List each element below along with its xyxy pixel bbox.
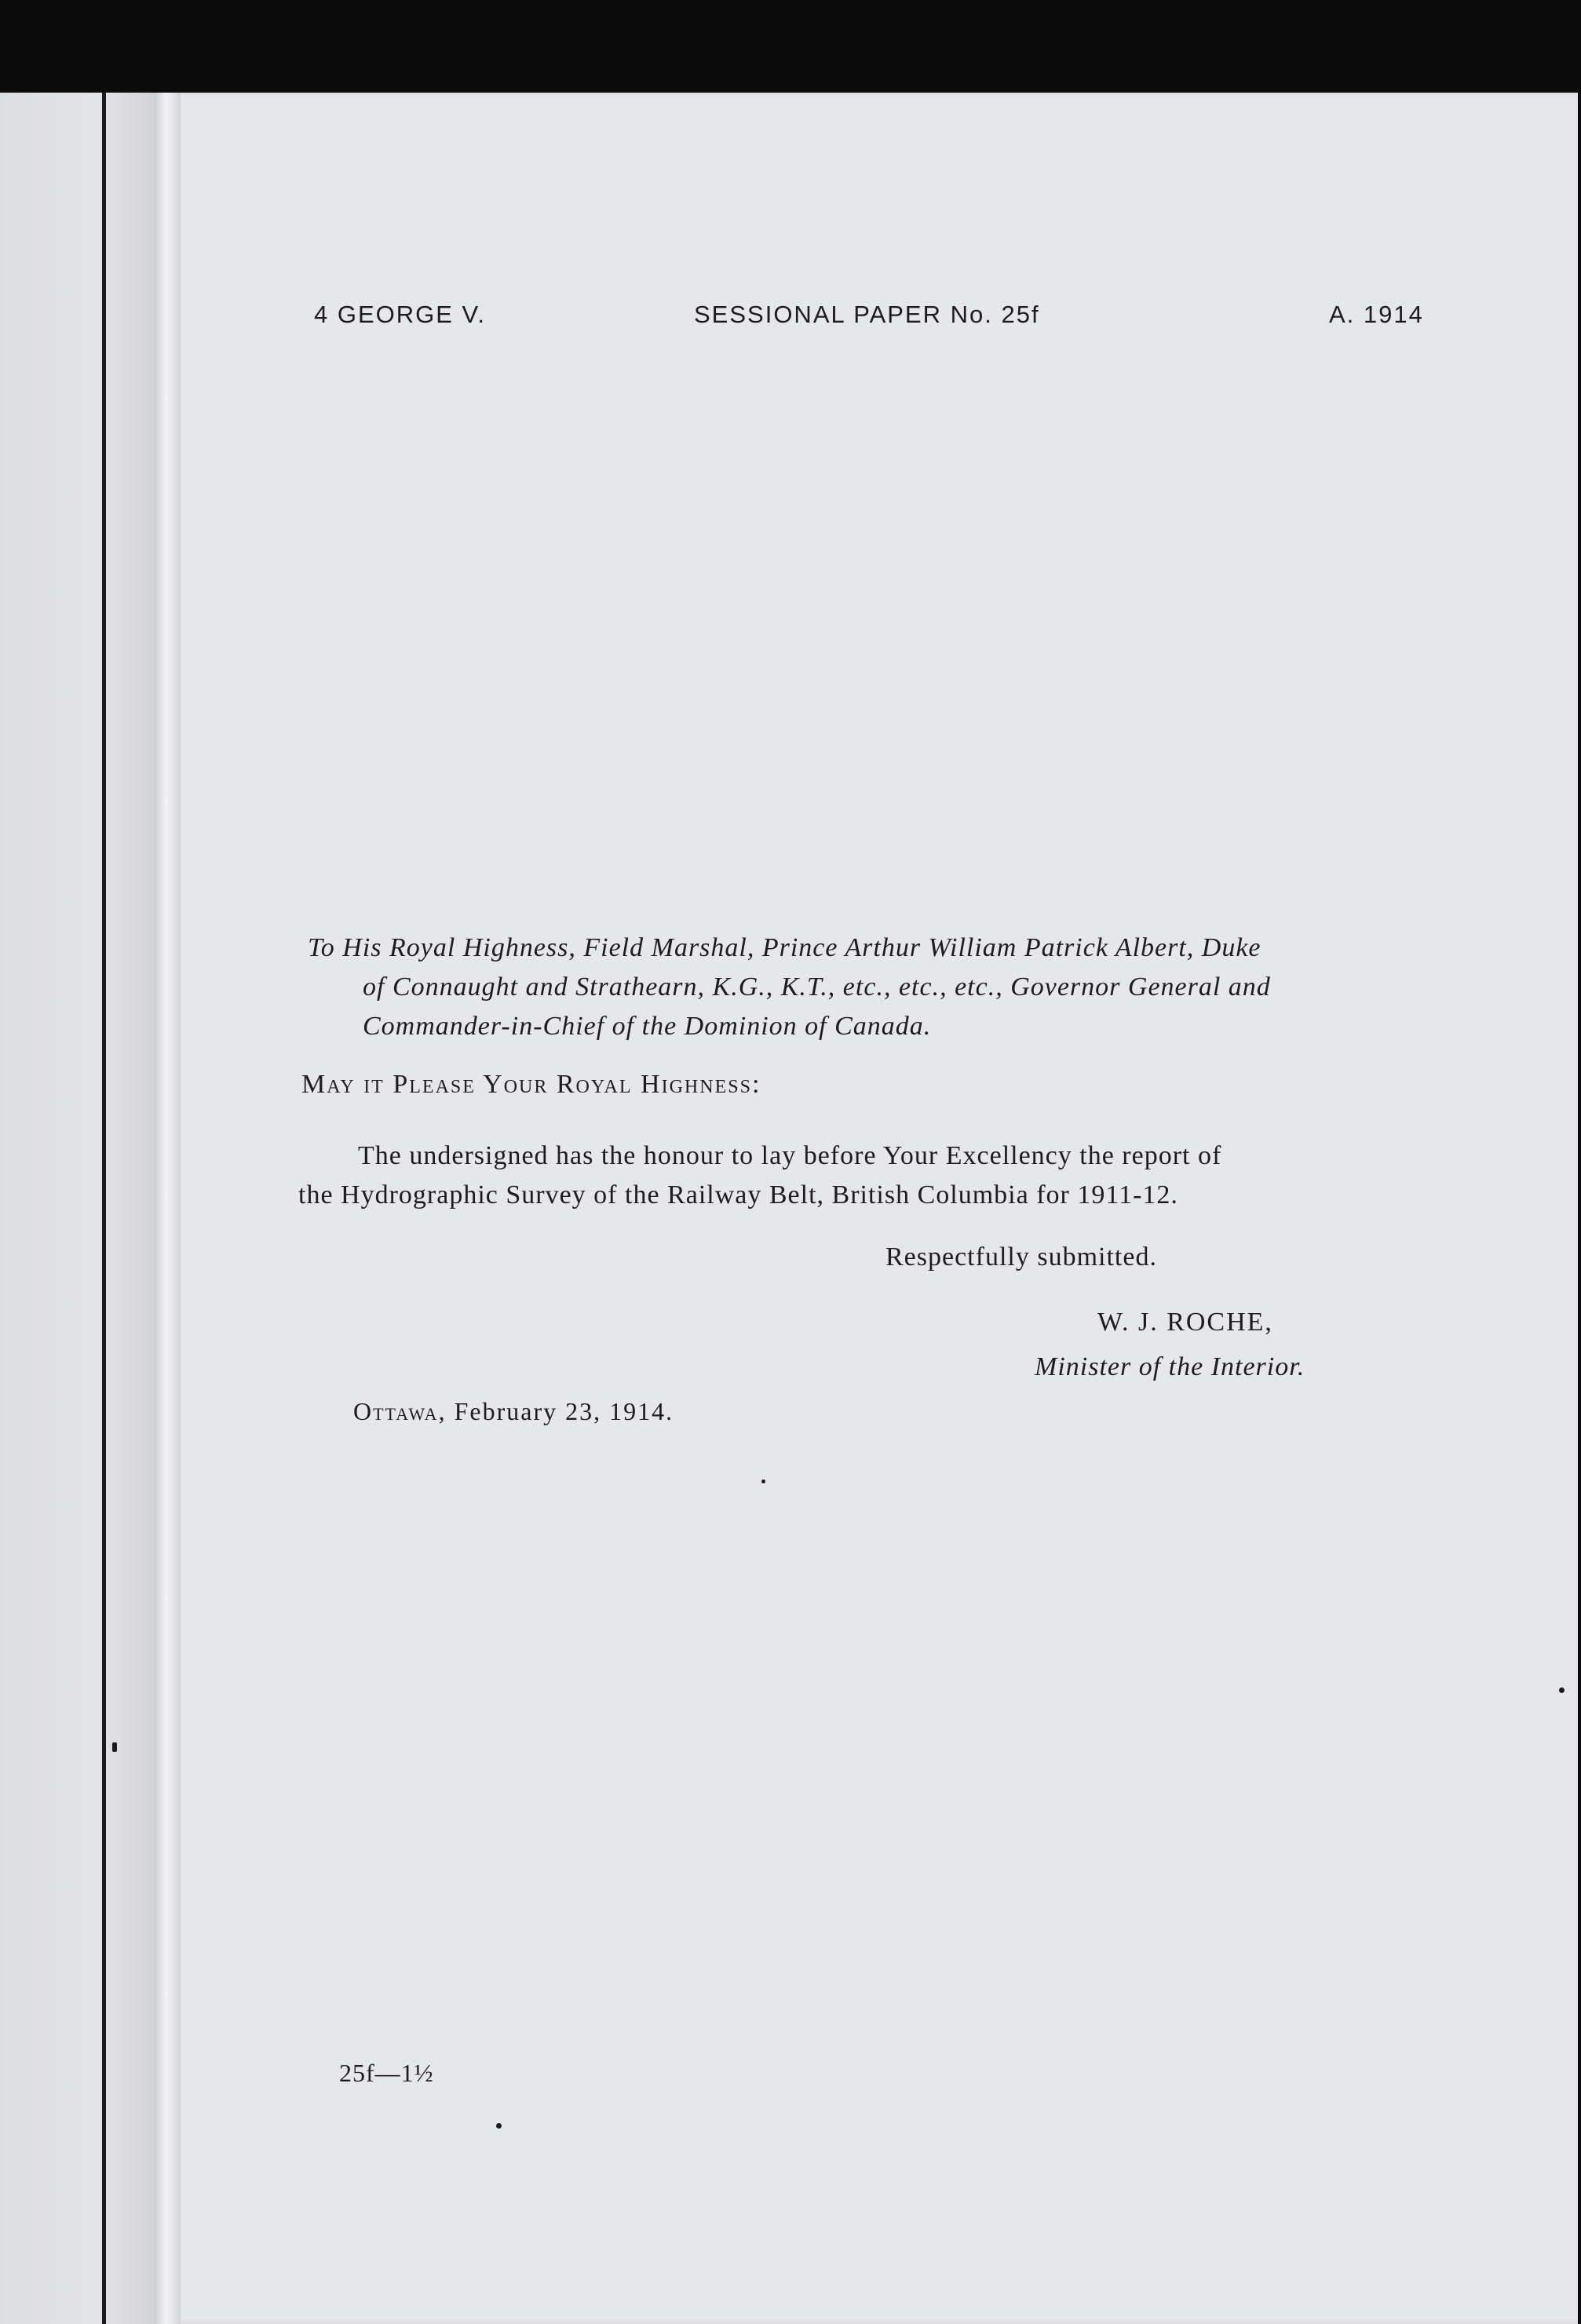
facing-page-edge bbox=[0, 93, 165, 2324]
book-gutter bbox=[154, 93, 181, 2324]
scan-speck bbox=[496, 2123, 502, 2129]
header-year: A. 1914 bbox=[1329, 301, 1424, 328]
binding-edge bbox=[102, 93, 106, 2324]
address-block bbox=[308, 929, 1430, 1046]
body-line: The undersigned has the honour to lay before Your Excellency the report of bbox=[358, 1141, 1222, 1170]
address-line: To His Royal Highness, Field Marshal, Prince Arthur William Patrick Albert, Duke bbox=[308, 933, 1262, 962]
body-line: the Hydrographic Survey of the Railway Belt, British Columbia for 1911-12. bbox=[298, 1180, 1178, 1209]
closing: Respectfully submitted. bbox=[885, 1242, 1157, 1271]
address-line: Commander-in-Chief of the Dominion of Canada. bbox=[363, 1012, 932, 1041]
address-line: of Connaught and Strathearn, K.G., K.T., etc., etc., etc., Governor General and bbox=[363, 972, 1271, 1001]
scan-speck bbox=[112, 1742, 117, 1752]
letter-body bbox=[298, 1136, 1417, 1215]
signer-title: Minister of the Interior. bbox=[1035, 1352, 1305, 1381]
date: February 23, 1914. bbox=[454, 1397, 674, 1425]
header-paper-number: SESSIONAL PAPER No. 25f bbox=[694, 301, 1040, 328]
signer-name: W. J. ROCHE, bbox=[1097, 1308, 1273, 1337]
scan-speck bbox=[1559, 1687, 1565, 1693]
signature-mark: 25f—1½ bbox=[339, 2059, 434, 2087]
header-session: 4 GEORGE V. bbox=[314, 301, 486, 328]
place-and-date bbox=[353, 1397, 674, 1426]
scan-speck bbox=[761, 1479, 765, 1483]
salutation: May it Please Your Royal Highness: bbox=[301, 1070, 761, 1099]
place: Ottawa, bbox=[353, 1397, 447, 1425]
